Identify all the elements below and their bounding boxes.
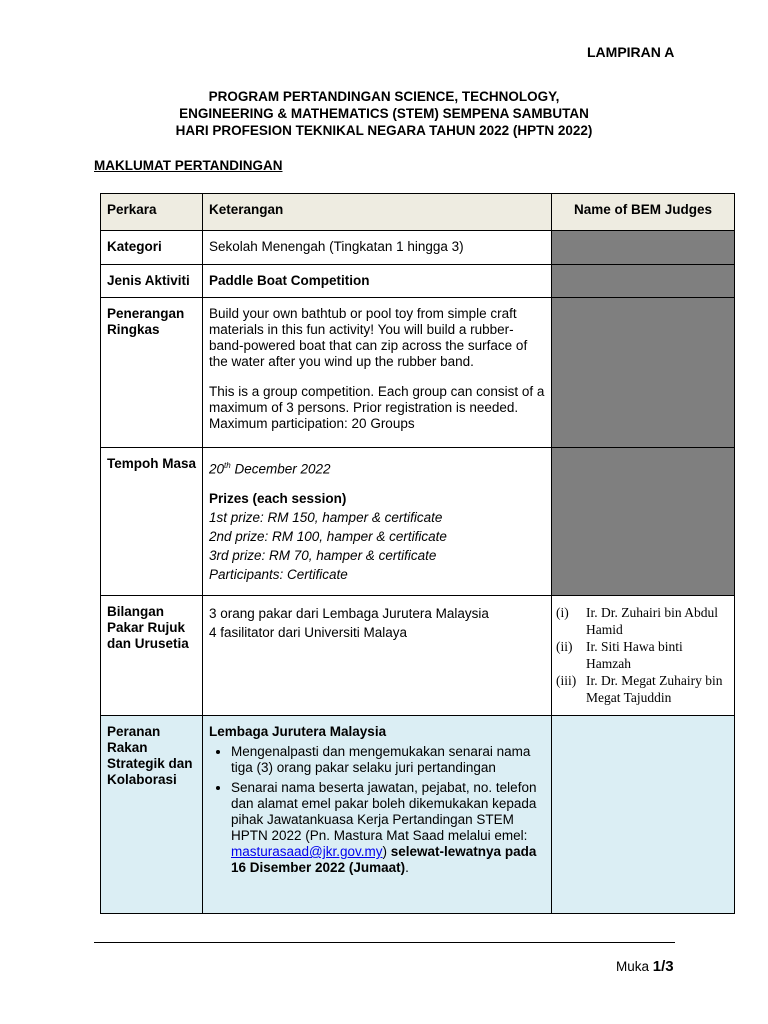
prize-1: 1st prize: RM 150, hamper & certificate [209, 509, 443, 525]
title-line-3: HARI PROFESION TEKNIKAL NEGARA TAHUN 2022 (HPTN 2022) [175, 123, 593, 138]
header-judges: Name of BEM Judges [552, 194, 735, 231]
lampiran-label: LAMPIRAN A [587, 44, 675, 60]
header-perkara: Perkara [101, 194, 203, 231]
table-header-row [101, 194, 735, 231]
header-keterangan: Keterangan [203, 194, 552, 231]
judges-cell-empty [552, 265, 735, 298]
row-label-kategori: Kategori [101, 231, 203, 265]
list-item: • Senarai nama beserta jawatan, pejabat, no. telefon dan alamat emel pakar boleh dikemukakan kepada pihak Jawatankuasa Kerja Pertandingan STEM HPTN 2022 (Pn. Mastura Mat Saad melalui emel: masturasaad@jkr.gov.my) selewat-lewatnya pada 16 Disember 2022 (Jumaat). [231, 780, 545, 876]
list-item: (iii) Ir. Dr. Megat Zuhairy bin Megat Tajuddin [556, 673, 723, 705]
section-heading: MAKLUMAT PERTANDINGAN [94, 158, 283, 173]
table-row [101, 596, 735, 716]
title-line-1: PROGRAM PERTANDINGAN SCIENCE, TECHNOLOGY, [208, 89, 560, 104]
row-label-peranan: Peranan Rakan Strategik dan Kolaborasi [101, 716, 203, 914]
judges-cell-empty [552, 231, 735, 265]
judges-cell-empty [552, 716, 735, 914]
row-value-penerangan [203, 298, 552, 448]
prizes-title: Prizes (each session) [209, 490, 347, 506]
bilangan-line-2: 4 fasilitator dari Universiti Malaya [209, 625, 408, 640]
bilangan-line-1: 3 orang pakar dari Lembaga Jurutera Malaysia [209, 606, 489, 621]
penerangan-para-2: This is a group competition. Each group can consist of a maximum of 3 persons. Prior registration is needed. Maximum participation: 20 Groups [209, 384, 545, 431]
row-label-jenis: Jenis Aktiviti [101, 265, 203, 298]
prize-2: 2nd prize: RM 100, hamper & certificate [209, 528, 447, 544]
row-value-peranan [203, 716, 552, 914]
table-row [101, 231, 735, 265]
footer-divider [94, 942, 675, 943]
penerangan-para-1: Build your own bathtub or pool toy from simple craft materials in this fun activity! You will build a rubber-band-powered boat that can zip across the surface of the water after you wind up the rubber band. [209, 306, 528, 369]
table-row [101, 298, 735, 448]
row-value-kategori: Sekolah Menengah (Tingkatan 1 hingga 3) [203, 231, 552, 265]
row-value-bilangan [203, 596, 552, 716]
role-list [209, 744, 545, 876]
row-value-tempoh [203, 448, 552, 596]
list-item: (i) Ir. Dr. Zuhairi bin Abdul Hamid [556, 605, 718, 637]
row-value-jenis: Paddle Boat Competition [203, 265, 552, 298]
list-item: • Mengenalpasti dan mengemukakan senarai nama tiga (3) orang pakar selaku juri pertandingan [231, 744, 545, 776]
prize-participants: Participants: Certificate [209, 566, 348, 582]
row-label-tempoh: Tempoh Masa [101, 448, 203, 596]
email-link[interactable]: masturasaad@jkr.gov.my [231, 844, 383, 859]
prize-3: 3rd prize: RM 70, hamper & certificate [209, 547, 437, 563]
judges-cell-empty [552, 298, 735, 448]
list-item: (ii) Ir. Siti Hawa binti Hamzah [556, 639, 683, 671]
row-label-bilangan: Bilangan Pakar Rujuk dan Urusetia [101, 596, 203, 716]
competition-info-table [100, 193, 735, 914]
row-label-penerangan: Penerangan Ringkas [101, 298, 203, 448]
table-row [101, 448, 735, 596]
table-row [101, 716, 735, 914]
document-title [0, 88, 768, 139]
table-row [101, 265, 735, 298]
event-date: 20th December 2022 [209, 461, 331, 477]
title-line-2: ENGINEERING & MATHEMATICS (STEM) SEMPENA SAMBUTAN [179, 106, 589, 121]
partner-org: Lembaga Jurutera Malaysia [209, 724, 387, 739]
judges-cell-empty [552, 448, 735, 596]
page-number: Muka 1/3 [616, 958, 674, 975]
judges-list [552, 596, 735, 716]
